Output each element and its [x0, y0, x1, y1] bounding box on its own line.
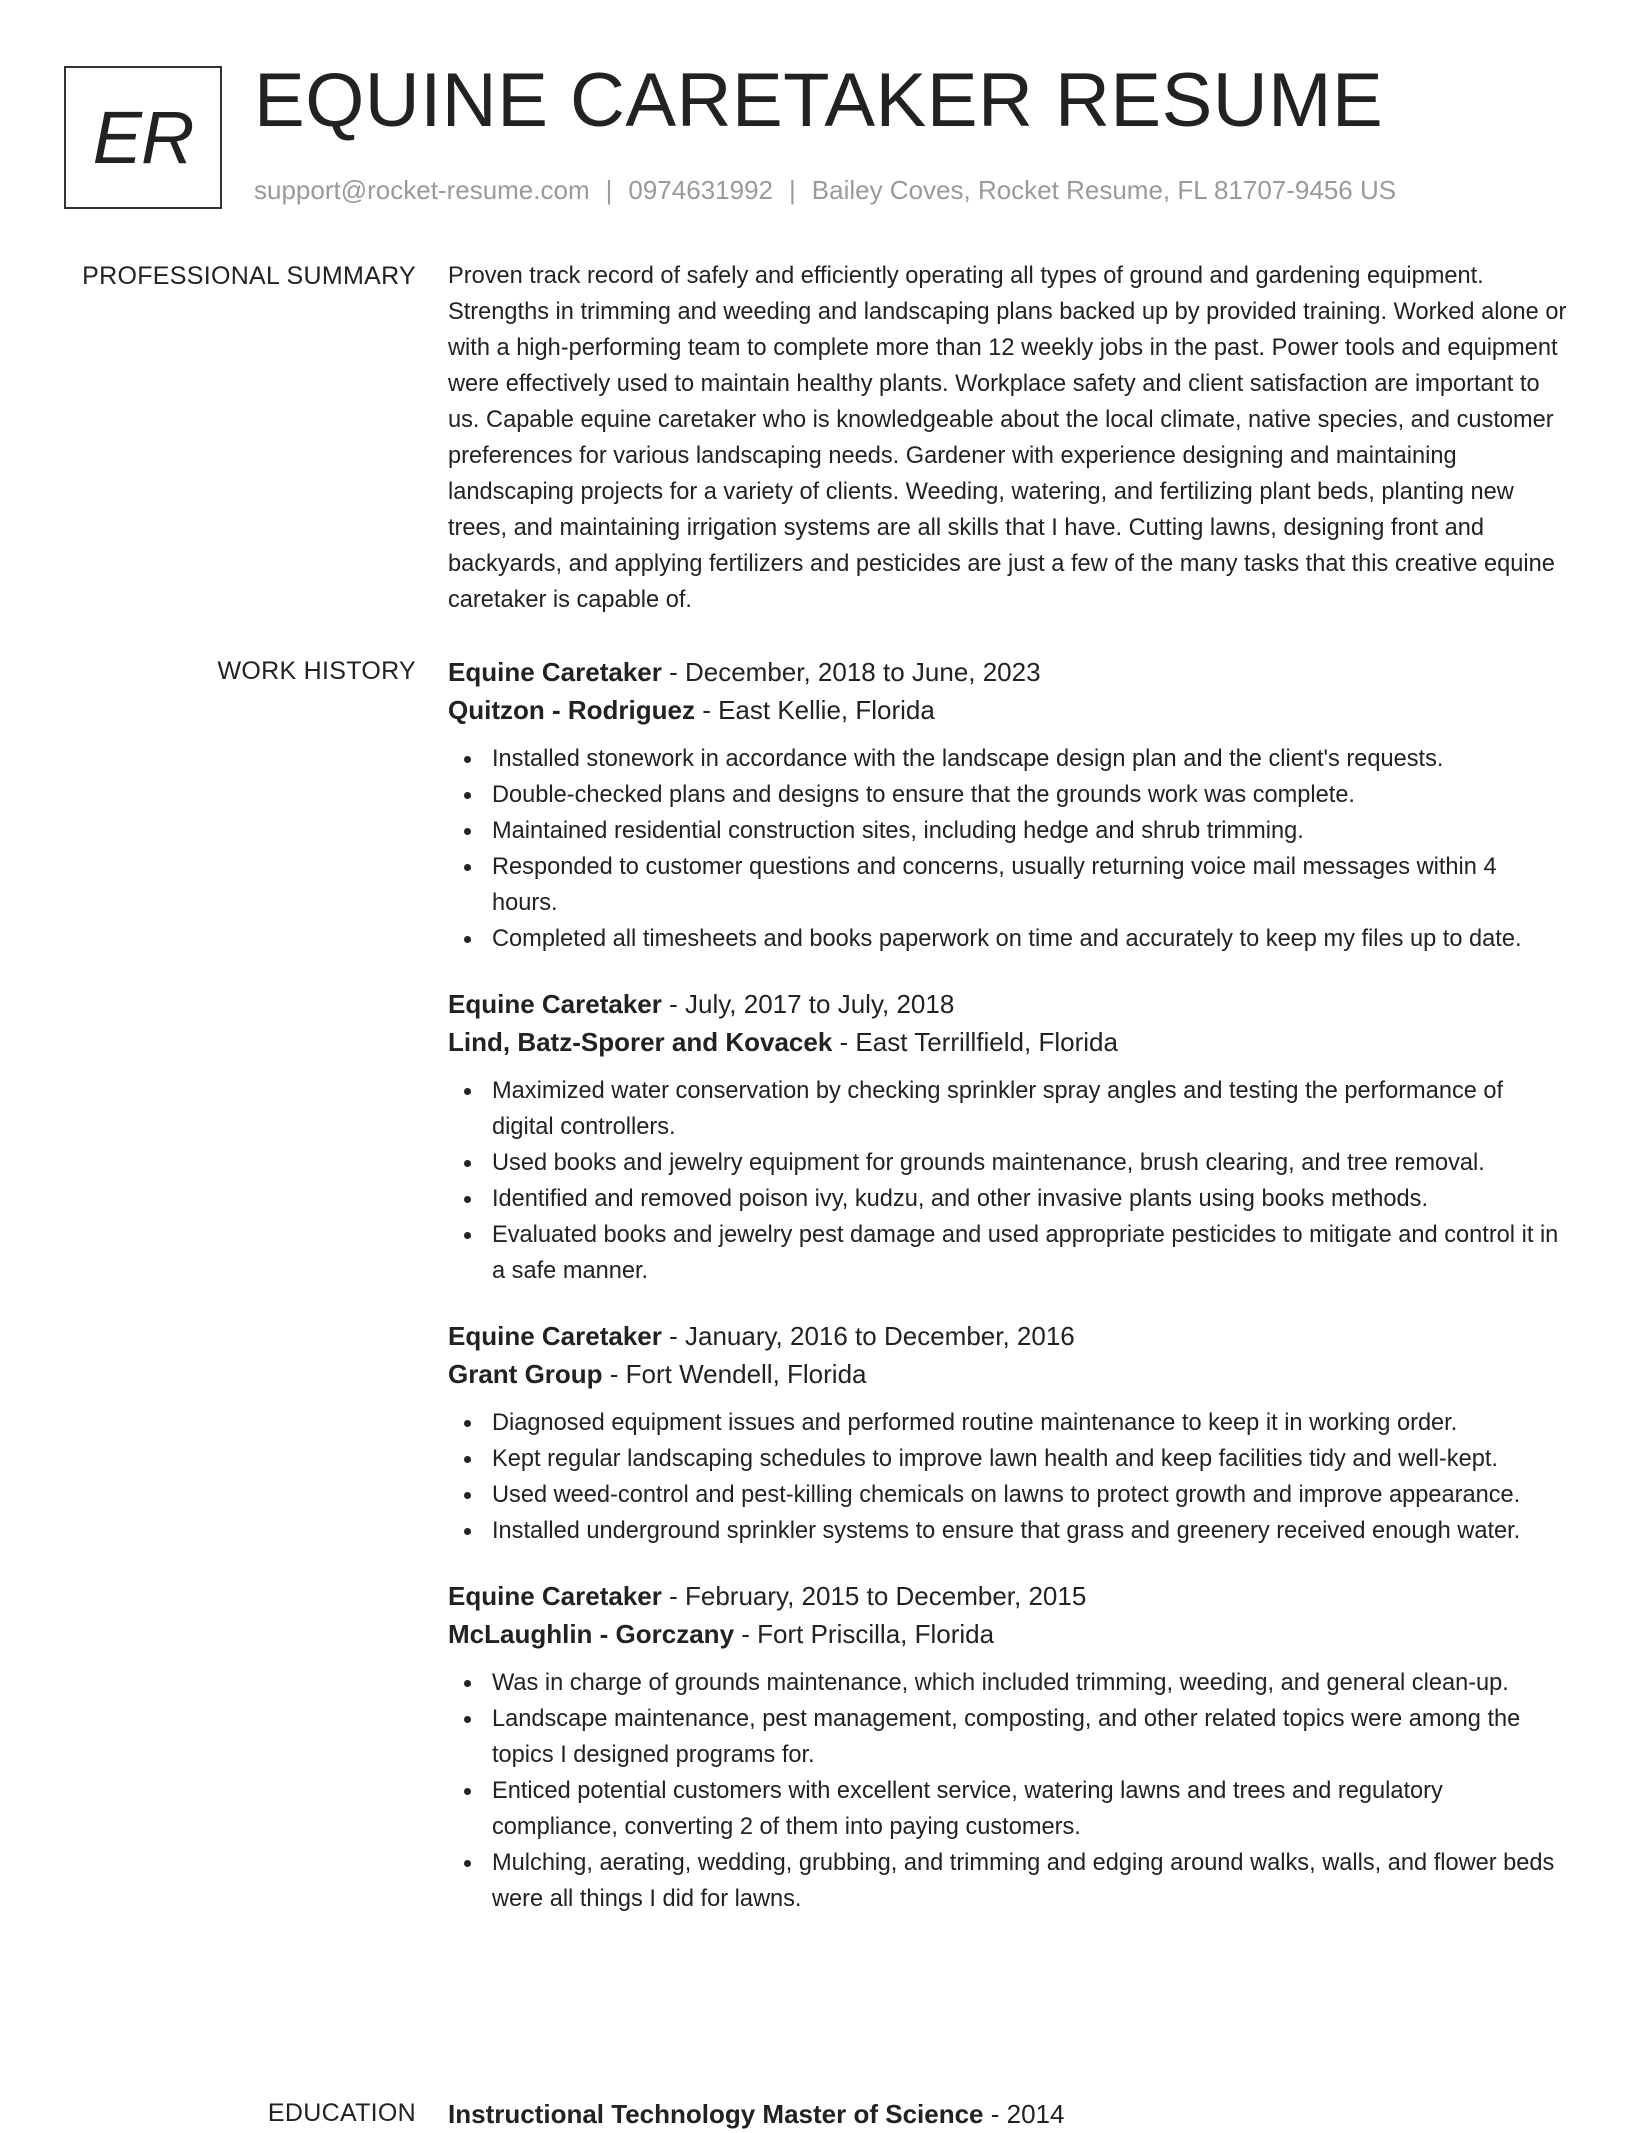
job-title-line [448, 1317, 1568, 1355]
job-bullet: Evaluated books and jewelry pest damage and used appropriate pesticides to mitigate and control it in a safe manner. [448, 1217, 1568, 1289]
job-location: - Fort Priscilla, Florida [734, 1619, 995, 1649]
job-title-line [448, 1577, 1568, 1615]
job-bullet-list [448, 1405, 1568, 1549]
contact-line [254, 172, 1396, 208]
education-institution: Instructional Technology Master of Science [448, 2099, 984, 2129]
job-bullet: Enticed potential customers with excellent service, watering lawns and trees and regulatory compliance, converting 2 of them into paying customers. [448, 1773, 1568, 1845]
job-bullet: Was in charge of grounds maintenance, which included trimming, weeding, and general clean-up. [448, 1665, 1568, 1701]
job-dates: - December, 2018 to June, 2023 [661, 657, 1041, 687]
job-company-line [448, 1355, 1568, 1393]
job-bullet: Identified and removed poison ivy, kudzu, and other invasive plants using books methods. [448, 1181, 1568, 1217]
job-title-line [448, 653, 1568, 691]
contact-separator: | [605, 175, 613, 205]
job-title-line [448, 985, 1568, 1023]
summary-text: Proven track record of safely and efficiently operating all types of ground and gardening equipment. Strengths in trimming and weeding and landscaping plans backed up by provided training. Worked alone or with a high-performing team to complete more than 12 weekly jobs in the past. Power tools and equipment were effectively used to maintain healthy plants. Workplace safety and client satisfaction are important to us. Capable equine caretaker who is knowledgeable about the local climate, native species, and customer preferences for various landscaping needs. Gardener with experience designing and maintaining landscaping projects for a variety of clients. Weeding, watering, and fertilizing plant beds, planting new trees, and maintaining irrigation systems are all skills that I have. Cutting lawns, designing front and backyards, and applying fertilizers and pesticides are just a few of the many tasks that this creative equine caretaker is capable of. [448, 263, 1567, 613]
job-bullet: Double-checked plans and designs to ensure that the grounds work was complete. [448, 777, 1568, 813]
job-entry [448, 1577, 1568, 1917]
education-entry [448, 2095, 1568, 2133]
job-company-line [448, 691, 1568, 729]
job-bullet: Landscape maintenance, pest management, composting, and other related topics were among the topics I designed programs for. [448, 1701, 1568, 1773]
job-bullet: Kept regular landscaping schedules to improve lawn health and keep facilities tidy and well-kept. [448, 1441, 1568, 1477]
section-title-summary: PROFESSIONAL SUMMARY [82, 262, 416, 290]
job-bullet: Maintained residential construction sites, including hedge and shrub trimming. [448, 813, 1568, 849]
job-company: McLaughlin - Gorczany [448, 1619, 735, 1649]
section-title-work-history: WORK HISTORY [217, 657, 416, 685]
job-company: Lind, Batz-Sporer and Kovacek [448, 1027, 833, 1057]
job-company: Quitzon - Rodriguez [448, 695, 695, 725]
job-company-line [448, 1615, 1568, 1653]
job-bullet: Responded to customer questions and concerns, usually returning voice mail messages within 4 hours. [448, 849, 1568, 921]
job-bullet: Completed all timesheets and books paperwork on time and accurately to keep my files up to date. [448, 921, 1568, 957]
job-dates: - February, 2015 to December, 2015 [661, 1581, 1087, 1611]
job-entry [448, 1317, 1568, 1549]
job-bullet-list [448, 1665, 1568, 1917]
job-dates: - July, 2017 to July, 2018 [661, 989, 955, 1019]
job-location: - Fort Wendell, Florida [602, 1359, 867, 1389]
job-bullet-list [448, 741, 1568, 957]
job-bullet: Used weed-control and pest-killing chemicals on lawns to protect growth and improve appearance. [448, 1477, 1568, 1513]
monogram-logo: ER [64, 66, 222, 209]
job-bullet: Used books and jewelry equipment for grounds maintenance, brush clearing, and tree removal. [448, 1145, 1568, 1181]
job-list [448, 653, 1568, 1945]
contact-email[interactable]: support@rocket-resume.com [254, 175, 590, 205]
job-dates: - January, 2016 to December, 2016 [661, 1321, 1075, 1351]
job-company-line [448, 1023, 1568, 1061]
job-bullet: Installed stonework in accordance with the landscape design plan and the client's requests. [448, 741, 1568, 777]
job-entry [448, 985, 1568, 1289]
job-bullet: Maximized water conservation by checking sprinkler spray angles and testing the performance of digital controllers. [448, 1073, 1568, 1145]
contact-separator: | [789, 175, 796, 205]
job-role: Equine Caretaker [448, 1581, 662, 1611]
job-entry [448, 653, 1568, 957]
job-bullet: Installed underground sprinkler systems to ensure that grass and greenery received enough water. [448, 1513, 1568, 1549]
contact-phone[interactable]: 0974631992 [628, 175, 773, 205]
job-bullet: Diagnosed equipment issues and performed routine maintenance to keep it in working order. [448, 1405, 1568, 1441]
job-role: Equine Caretaker [448, 657, 662, 687]
job-location: - East Terrillfield, Florida [832, 1027, 1118, 1057]
job-location: - East Kellie, Florida [694, 695, 935, 725]
education-year: - 2014 [983, 2099, 1065, 2129]
job-role: Equine Caretaker [448, 989, 662, 1019]
contact-address: Bailey Coves, Rocket Resume, FL 81707-9456 US [811, 175, 1397, 205]
section-title-education: EDUCATION [267, 2099, 416, 2127]
job-company: Grant Group [448, 1359, 603, 1389]
job-role: Equine Caretaker [448, 1321, 662, 1351]
resume-title: EQUINE CARETAKER RESUME [254, 58, 1384, 143]
job-bullet-list [448, 1073, 1568, 1289]
job-bullet: Mulching, aerating, wedding, grubbing, and trimming and edging around walks, walls, and flower beds were all things I did for lawns. [448, 1845, 1568, 1917]
